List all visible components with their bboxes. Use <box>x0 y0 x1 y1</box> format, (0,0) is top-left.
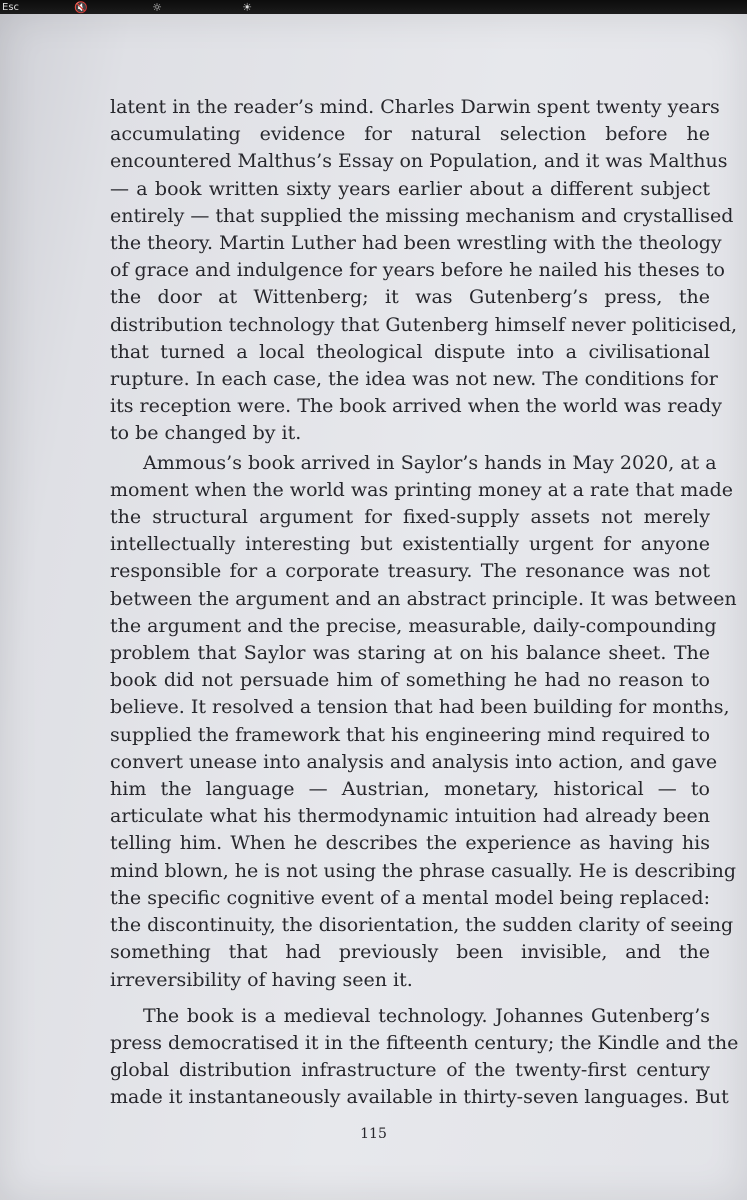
text-line: telling him. When he describes the experience as having his <box>110 832 710 855</box>
page-text <box>110 94 739 1112</box>
brightness-up-icon: ☀ <box>242 1 252 14</box>
text-line: irreversibility of having seen it. <box>110 968 413 991</box>
text-line: that turned a local theological dispute into a civilisational <box>110 340 710 363</box>
text-line: entirely — that supplied the missing mechanism and crystallised <box>110 204 734 227</box>
text-line: press democratised it in the fifteenth century; the Kindle and the <box>110 1031 739 1054</box>
text-line: The book is a medieval technology. Johannes Gutenberg’s <box>143 1004 710 1027</box>
text-line: the discontinuity, the disorientation, the sudden clarity of seeing <box>110 914 734 937</box>
text-line: global distribution infrastructure of the twenty-first century <box>110 1059 710 1082</box>
text-line: rupture. In each case, the idea was not new. The conditions for <box>110 368 718 391</box>
text-line: to be changed by it. <box>110 422 302 445</box>
text-line: the structural argument for fixed-supply assets not merely <box>110 506 710 529</box>
text-line: — a book written sixty years earlier about a different subject <box>110 177 710 200</box>
text-line: book did not persuade him of something he had no reason to <box>110 669 710 692</box>
text-line: of grace and indulgence for years before he nailed his theses to <box>110 259 725 282</box>
text-line: responsible for a corporate treasury. The resonance was not <box>110 560 710 583</box>
text-line: him the language — Austrian, monetary, historical — to <box>110 778 710 801</box>
text-line: distribution technology that Gutenberg himself never politicised, <box>110 313 738 336</box>
text-line: believe. It resolved a tension that had been building for months, <box>110 696 730 719</box>
mute-icon: 🔇 <box>74 1 88 14</box>
paragraph <box>110 450 737 994</box>
esc-key: Esc <box>2 2 20 13</box>
text-line: moment when the world was printing money at a rate that made <box>110 478 733 501</box>
text-line: the argument and the precise, measurable, daily-compounding <box>110 614 717 637</box>
text-line: intellectually interesting but existentially urgent for anyone <box>110 533 710 556</box>
brightness-down-icon: ☼ <box>152 1 162 14</box>
book-page <box>0 14 747 1200</box>
text-line: its reception were. The book arrived when the world was ready <box>110 395 722 418</box>
text-line: accumulating evidence for natural selection before he <box>110 123 710 146</box>
text-line: latent in the reader’s mind. Charles Darwin spent twenty years <box>110 96 720 118</box>
text-line: something that had previously been invisible, and the <box>110 941 710 964</box>
text-line: convert unease into analysis and analysis into action, and gave <box>110 750 718 773</box>
text-line: mind blown, he is not using the phrase casually. He is describing <box>110 859 737 882</box>
text-line: problem that Saylor was staring at on his balance sheet. The <box>110 642 710 665</box>
text-line: made it instantaneously available in thirty-seven languages. But <box>110 1086 729 1109</box>
page-number: 115 <box>360 1126 387 1142</box>
text-line: between the argument and an abstract principle. It was between <box>110 587 737 610</box>
text-line: the door at Wittenberg; it was Gutenberg’s press, the <box>110 286 710 309</box>
text-line: articulate what his thermodynamic intuition had already been <box>110 805 710 828</box>
paragraph <box>110 94 738 448</box>
text-line: the theory. Martin Luther had been wrestling with the theology <box>110 232 722 255</box>
text-line: encountered Malthus’s Essay on Population, and it was Malthus <box>110 150 728 173</box>
paragraph <box>110 1003 739 1112</box>
text-line: Ammous’s book arrived in Saylor’s hands in May 2020, at a <box>143 451 717 474</box>
text-line: supplied the framework that his engineering mind required to <box>110 723 711 746</box>
text-line: the specific cognitive event of a mental model being replaced: <box>110 886 710 909</box>
